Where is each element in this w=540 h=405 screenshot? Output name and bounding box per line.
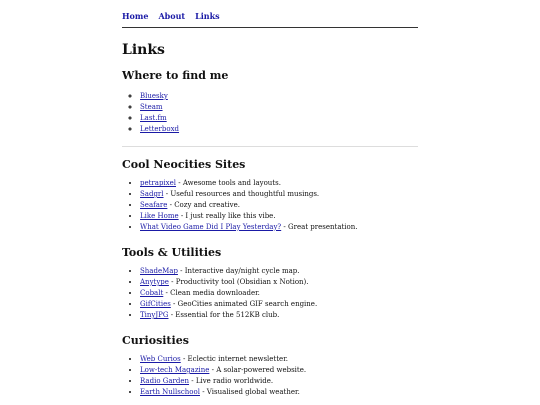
nav-links-link[interactable]: Links [195,11,220,21]
list-item [140,354,418,365]
cool-list [122,178,418,233]
bluesky-link[interactable]: Bluesky [140,92,168,100]
top-nav [122,10,418,28]
link-description: - Essential for the 512KB club. [168,311,280,319]
nav-home-link[interactable]: Home [122,11,149,21]
page-title: Links [122,42,165,58]
petrapixel-link[interactable]: petrapixel [140,179,177,187]
list-item [140,102,418,113]
nav-about-link[interactable]: About [158,11,186,21]
tools-heading: Tools & Utilities [122,246,222,259]
link-description: - Great presentation. [281,223,358,231]
link-description: - GeoCities animated GIF search engine. [170,300,318,308]
radio-garden-link[interactable]: Radio Garden [140,377,190,385]
list-item [140,178,418,189]
link-description: - A solar-powered website. [209,366,307,374]
list-item [140,310,418,321]
tools-utilities-section [122,246,418,321]
link-description: - Productivity tool (Obsidian x Notion). [168,278,309,286]
cool-heading: Cool Neocities Sites [122,158,246,171]
list-item [140,113,418,124]
list-item [140,266,418,277]
tools-list [122,266,418,321]
web-curios-link[interactable]: Web Curios [140,355,181,363]
curiosities-list [122,354,418,398]
list-item [140,365,418,376]
page-content [122,0,418,398]
link-description: - Cozy and creative. [167,201,240,209]
link-description: - Awesome tools and layouts. [176,179,281,187]
wvgdipy-link[interactable]: What Video Game Did I Play Yesterday? [140,223,282,231]
lastfm-link[interactable]: Last.fm [140,114,167,122]
tinyjpg-link[interactable]: TinyJPG [140,311,169,319]
gifcities-link[interactable]: GifCities [140,300,171,308]
link-description: - Live radio worldwide. [189,377,274,385]
where-list [122,91,418,135]
where-heading: Where to find me [122,69,229,82]
cool-neocities-section [122,158,418,233]
section-divider [122,146,418,147]
link-description: - Useful resources and thoughtful musings. [163,190,320,198]
where-to-find-me-section [122,69,418,135]
list-item [140,277,418,288]
list-item [140,376,418,387]
letterboxd-link[interactable]: Letterboxd [140,125,180,133]
seafare-link[interactable]: Seafare [140,201,168,209]
list-item [140,200,418,211]
list-item [140,91,418,102]
curiosities-section [122,334,418,398]
link-description: - Visualised global weather. [199,388,300,396]
link-description: - Eclectic internet newsletter. [180,355,289,363]
like-home-link[interactable]: Like Home [140,212,179,220]
earth-nullschool-link[interactable]: Earth Nullschool [140,388,200,396]
anytype-link[interactable]: Anytype [140,278,169,286]
list-item [140,387,418,398]
list-item [140,299,418,310]
shademap-link[interactable]: ShadeMap [140,267,178,275]
steam-link[interactable]: Steam [140,103,163,111]
list-item [140,288,418,299]
list-item [140,124,418,135]
list-item [140,189,418,200]
cobalt-link[interactable]: Cobalt [140,289,164,297]
curiosities-heading: Curiosities [122,334,189,347]
link-description: - Interactive day/night cycle map. [177,267,300,275]
list-item [140,211,418,222]
link-description: - I just really like this vibe. [178,212,276,220]
low-tech-magazine-link[interactable]: Low-tech Magazine [140,366,210,374]
sadgrl-link[interactable]: Sadgrl [140,190,164,198]
list-item [140,222,418,233]
link-description: - Clean media downloader. [163,289,260,297]
